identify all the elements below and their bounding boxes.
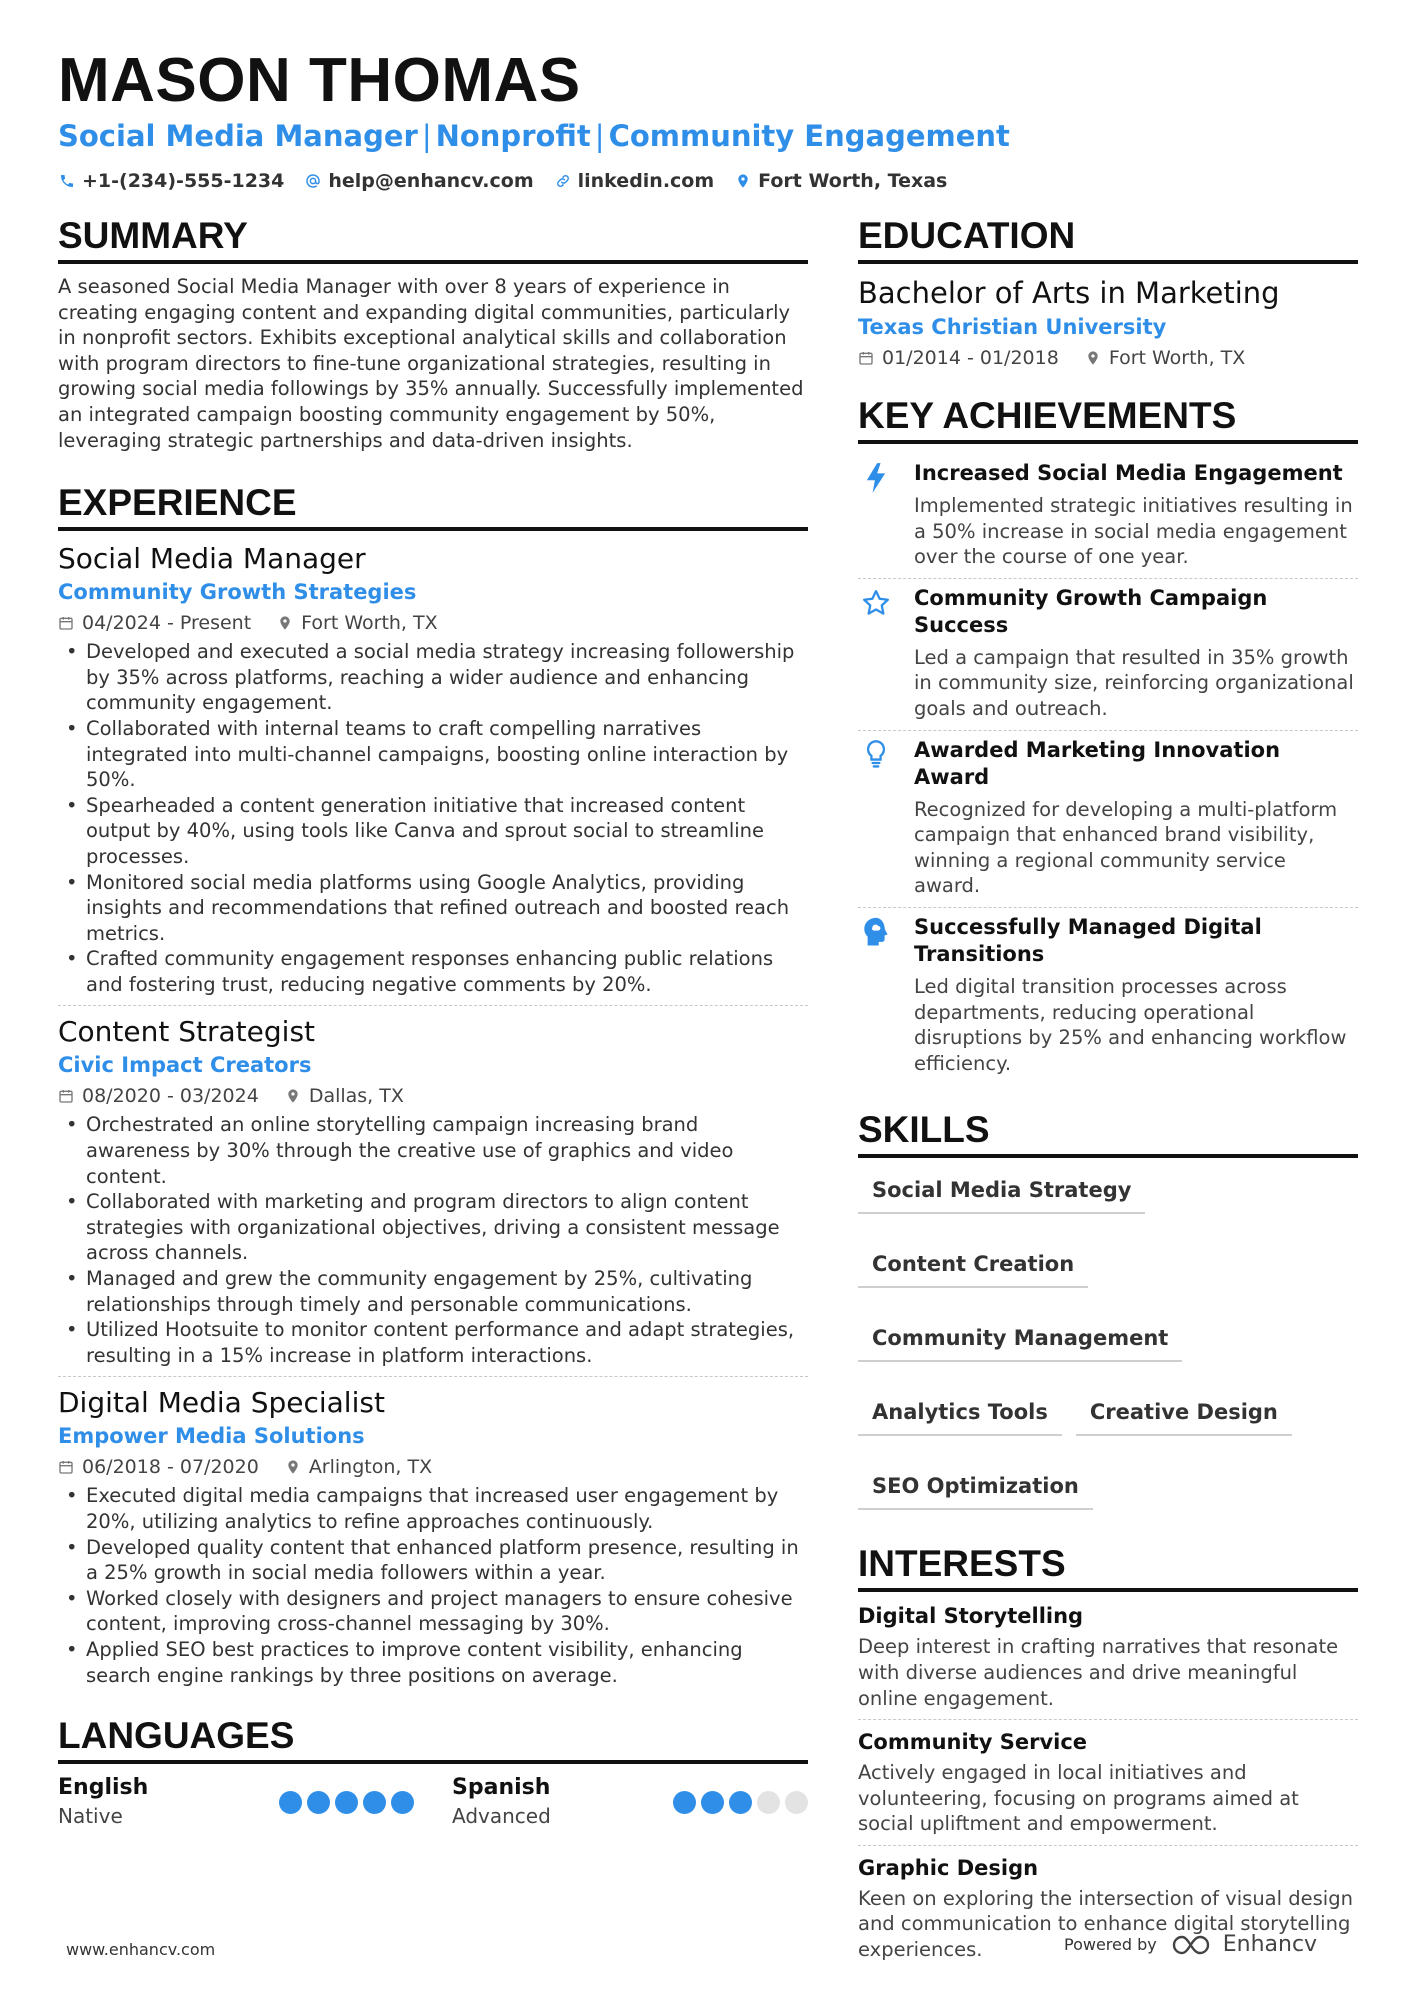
phone-text: +1-(234)-555-1234 — [82, 170, 285, 192]
calendar-icon — [58, 1088, 74, 1104]
degree: Bachelor of Arts in Marketing — [858, 276, 1280, 310]
interest-item — [858, 1602, 1358, 1711]
bullet-item: • Applied SEO best practices to improve content visibility, enhancing search engine rankings by three positions on average. — [58, 1637, 808, 1688]
bullet-item: • Collaborated with marketing and program directors to align content strategies with organizational objectives, driving a consistent message across channels. — [58, 1189, 808, 1266]
section-title: INTERESTS — [858, 1542, 1358, 1592]
brand-logo[interactable] — [1171, 1932, 1317, 1957]
interest-desc: Actively engaged in local initiatives and volunteering, focusing on programs aimed at social upliftment and empowerment. — [858, 1761, 1299, 1836]
section-title: SUMMARY — [58, 214, 808, 264]
location-pin-icon — [1085, 350, 1101, 366]
achievement-item — [858, 731, 1358, 907]
location-text: Fort Worth, Texas — [758, 170, 948, 192]
section-title: EXPERIENCE — [58, 481, 808, 531]
contact-location — [734, 168, 947, 194]
rating-dot-filled — [307, 1791, 330, 1814]
job-dates-text: 04/2024 - Present — [82, 612, 252, 635]
summary-text: A seasoned Social Media Manager with over 8 years of experience in creating engaging content and expanding digital communities, particularly in nonprofit sectors. Exhibits exceptional analytical skills and collaboration with program directors to fine-tune organizational strategies, resulting in growing social media followings by 35% annually. Successfully implemented an integrated campaign boosting community engagement by 50%, leveraging strategic partnerships and data-driven insights. — [58, 275, 804, 452]
rating-dot-filled — [673, 1791, 696, 1814]
contact-phone[interactable] — [58, 168, 284, 194]
location-pin-icon — [285, 1459, 301, 1475]
language-list — [58, 1774, 808, 1830]
divider — [58, 1005, 808, 1006]
achievements-section — [858, 394, 1358, 1084]
job-location — [285, 1453, 432, 1481]
company-name: Civic Impact Creators — [58, 1053, 312, 1078]
bullet-item: • Worked closely with designers and project managers to ensure cohesive content, improving cross-channel messaging by 30%. — [58, 1586, 808, 1637]
job-meta — [58, 1082, 808, 1110]
rating-dot-empty — [785, 1791, 808, 1814]
education-meta — [858, 344, 1358, 372]
bullet-item: • Monitored social media platforms using Google Analytics, providing insights and recommendations that refined outreach and boosted reach metrics. — [58, 870, 808, 947]
achievement-desc: Led digital transition processes across departments, reducing operational disruptions by 25% and enhancing workflow efficiency. — [914, 974, 1347, 1075]
interest-title: Community Service — [858, 1730, 1088, 1755]
headline-separator: | — [594, 119, 605, 153]
school-name: Texas Christian University — [858, 315, 1167, 339]
language-rating — [673, 1791, 808, 1814]
skill-tag: SEO Optimization — [858, 1464, 1093, 1510]
company-name: Community Growth Strategies — [58, 580, 417, 605]
language-name: English — [58, 1775, 149, 1801]
divider — [58, 1376, 808, 1377]
skill-tag: Community Management — [858, 1316, 1182, 1362]
job-title: Content Strategist — [58, 1015, 316, 1049]
interest-title: Graphic Design — [858, 1855, 1039, 1880]
language-item — [58, 1774, 414, 1830]
headline — [58, 116, 1010, 156]
skills-section — [858, 1108, 1358, 1510]
job-location — [277, 609, 437, 637]
summary-section — [58, 214, 808, 453]
achievement-title: Community Growth Campaign Success — [914, 585, 1268, 637]
experience-section — [58, 481, 808, 1688]
section-title: KEY ACHIEVEMENTS — [858, 394, 1358, 444]
interest-title: Digital Storytelling — [858, 1604, 1084, 1629]
job-location-text: Dallas, TX — [308, 1085, 404, 1108]
company-name: Empower Media Solutions — [58, 1424, 365, 1449]
email-text: help@enhancv.com — [328, 170, 534, 192]
headline-part: Community Engagement — [608, 119, 1010, 153]
calendar-icon — [58, 1459, 74, 1475]
education-dates-text: 01/2014 - 01/2018 — [882, 347, 1059, 369]
language-level: Native — [58, 1804, 123, 1829]
headline-separator: | — [421, 119, 432, 153]
bullet-item: • Crafted community engagement responses enhancing public relations and fostering trust, reducing negative comments by 20%. — [58, 946, 808, 997]
achievement-title: Increased Social Media Engagement — [914, 461, 1343, 485]
job-bullets — [58, 1112, 808, 1368]
location-pin-icon — [277, 615, 293, 631]
rating-dot-empty — [757, 1791, 780, 1814]
interest-desc: Keen on exploring the intersection of visual design and communication to enhance digital storytelling experiences. — [858, 1886, 1353, 1962]
job-title: Social Media Manager — [58, 542, 366, 576]
headline-part: Nonprofit — [435, 119, 591, 153]
website-text: linkedin.com — [577, 170, 715, 192]
enhancv-logo-icon — [1171, 1933, 1215, 1957]
job-location-text: Arlington, TX — [308, 1456, 433, 1479]
contact-link[interactable] — [554, 168, 715, 194]
skill-tag: Content Creation — [858, 1242, 1088, 1288]
rating-dot-filled — [391, 1791, 414, 1814]
job-dates — [58, 1453, 259, 1481]
section-title: SKILLS — [858, 1108, 1358, 1158]
bullet-item: • Collaborated with internal teams to craft compelling narratives integrated into multi-channel campaigns, boosting online interaction by 50%. — [58, 716, 808, 793]
job-dates — [58, 1082, 259, 1110]
head-brain-icon — [858, 914, 894, 1076]
job-entry — [58, 541, 808, 997]
education-location-text: Fort Worth, TX — [1108, 347, 1246, 369]
bullet-item: • Spearheaded a content generation initiative that increased content output by 40%, using tools like Canva and sprout social to streamline processes. — [58, 793, 808, 870]
skill-tag: Social Media Strategy — [858, 1168, 1145, 1214]
bullet-item: • Executed digital media campaigns that increased user engagement by 20%, utilizing analytics to refine approaches continuously. — [58, 1483, 808, 1534]
job-entry — [58, 1385, 808, 1688]
language-name: Spanish — [452, 1775, 551, 1801]
achievement-title: Successfully Managed Digital Transitions — [914, 914, 1262, 966]
contact-bar — [58, 168, 947, 194]
skill-list — [858, 1168, 1358, 1510]
contact-email[interactable] — [304, 168, 533, 194]
phone-icon — [58, 172, 76, 190]
job-entry — [58, 1014, 808, 1368]
job-meta — [58, 609, 808, 637]
job-dates-text: 06/2018 - 07/2020 — [82, 1456, 259, 1479]
rating-dot-filled — [701, 1791, 724, 1814]
divider — [858, 1845, 1358, 1846]
footer-brand — [1064, 1932, 1317, 1957]
left-column — [58, 214, 808, 1830]
job-bullets — [58, 1483, 808, 1688]
achievement-item — [858, 579, 1358, 730]
job-title: Digital Media Specialist — [58, 1386, 385, 1420]
rating-dot-filled — [279, 1791, 302, 1814]
education-location — [1085, 344, 1245, 372]
bullet-item: • Developed and executed a social media strategy increasing followership by 35% across platforms, reaching a wider audience and enhancing community engagement. — [58, 639, 808, 716]
brand-name: Enhancv — [1222, 1932, 1318, 1957]
divider — [858, 1719, 1358, 1720]
education-section — [858, 214, 1358, 372]
lightbulb-icon — [858, 737, 894, 899]
job-meta — [58, 1453, 808, 1481]
job-bullets — [58, 639, 808, 997]
achievement-title: Awarded Marketing Innovation Award — [914, 737, 1281, 789]
languages-section — [58, 1714, 808, 1830]
location-pin-icon — [734, 172, 752, 190]
location-pin-icon — [285, 1088, 301, 1104]
achievement-desc: Implemented strategic initiatives resulting in a 50% increase in social media engagement over the course of one year. — [914, 494, 1353, 569]
interest-item — [858, 1728, 1358, 1837]
star-icon — [858, 585, 894, 722]
job-location-text: Fort Worth, TX — [301, 612, 438, 635]
footer-website[interactable]: www.enhancv.com — [66, 1940, 216, 1959]
education-dates — [858, 344, 1059, 372]
bullet-item: • Managed and grew the community engagement by 25%, cultivating relationships through timely and personable communications. — [58, 1266, 808, 1317]
headline-part: Social Media Manager — [58, 119, 418, 153]
lightning-icon — [858, 460, 894, 570]
skill-tag: Creative Design — [1076, 1390, 1292, 1436]
bullet-item: • Orchestrated an online storytelling campaign increasing brand awareness by 30% through the creative use of graphics and video content. — [58, 1112, 808, 1189]
achievement-item — [858, 908, 1358, 1084]
powered-by-label: Powered by — [1064, 1935, 1157, 1954]
rating-dot-filled — [363, 1791, 386, 1814]
skill-tag: Analytics Tools — [858, 1390, 1062, 1436]
language-item — [452, 1774, 808, 1830]
calendar-icon — [58, 615, 74, 631]
language-level: Advanced — [452, 1804, 551, 1829]
at-icon — [304, 172, 322, 190]
bullet-item: • Utilized Hootsuite to monitor content performance and adapt strategies, resulting in a 15% increase in platform interactions. — [58, 1317, 808, 1368]
interest-desc: Deep interest in crafting narratives that resonate with diverse audiences and drive meaningful online engagement. — [858, 1635, 1339, 1710]
candidate-name: MASON THOMAS — [58, 46, 581, 115]
section-title: LANGUAGES — [58, 1714, 808, 1764]
job-dates — [58, 609, 251, 637]
language-rating — [279, 1791, 414, 1814]
interests-section — [858, 1542, 1358, 1962]
section-title: EDUCATION — [858, 214, 1358, 264]
achievement-desc: Recognized for developing a multi-platform campaign that enhanced brand visibility, winning a regional community service award. — [914, 797, 1338, 898]
rating-dot-filled — [335, 1791, 358, 1814]
rating-dot-filled — [729, 1791, 752, 1814]
link-icon — [554, 172, 572, 190]
calendar-icon — [858, 350, 874, 366]
job-dates-text: 08/2020 - 03/2024 — [82, 1085, 259, 1108]
right-column — [858, 214, 1358, 1963]
bullet-item: • Developed quality content that enhanced platform presence, resulting in a 25% growth in social media followers within a year. — [58, 1535, 808, 1586]
achievement-desc: Led a campaign that resulted in 35% growth in community size, reinforcing organizational goals and outreach. — [914, 645, 1354, 720]
achievement-item — [858, 454, 1358, 578]
job-location — [285, 1082, 404, 1110]
